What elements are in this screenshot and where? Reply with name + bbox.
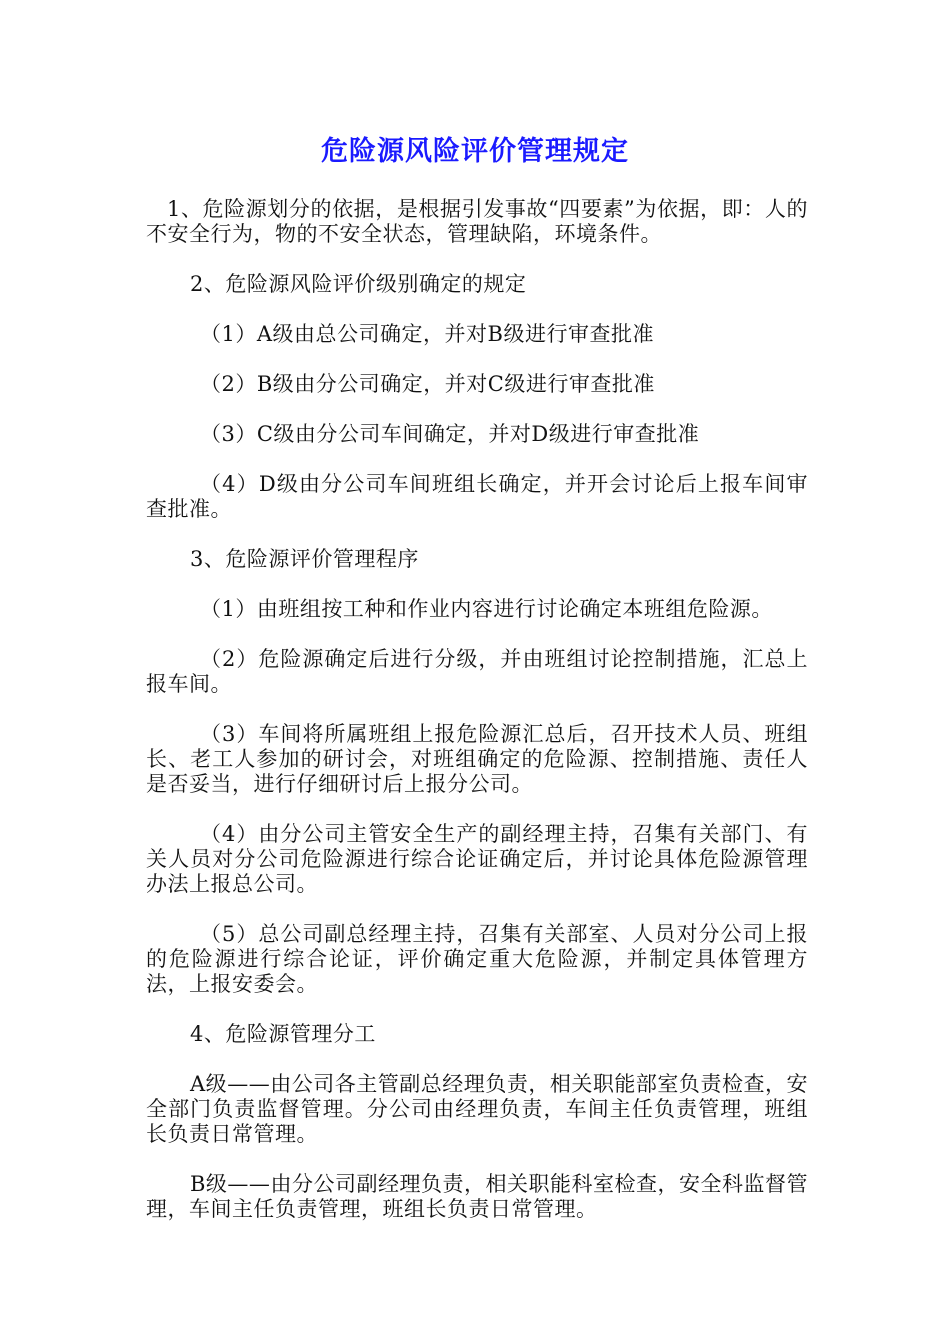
section-heading-procedure: 3、危险源评价管理程序 bbox=[190, 547, 419, 571]
list-item-procedure-2: （2）危险源确定后进行分级，并由班组讨论控制措施，汇总上报车间。 bbox=[146, 647, 808, 696]
list-item-procedure-5: （5）总公司副总经理主持，召集有关部室、人员对分公司上报的危险源进行综合论证，评价确定重大危险源，并制定具体管理方法，上报安委会。 bbox=[146, 922, 808, 996]
paragraph-level-a-duty: A级——由公司各主管副总经理负责，相关职能部室负责检查，安全部门负责监督管理。分公司由经理负责，车间主任负责管理，班组长负责日常管理。 bbox=[146, 1072, 808, 1146]
list-item-level-a: （1）A级由总公司确定，并对B级进行审查批准 bbox=[200, 322, 654, 346]
section-heading-levels: 2、危险源风险评价级别确定的规定 bbox=[190, 272, 527, 296]
paragraph-level-b-duty: B级——由分公司副经理负责，相关职能科室检查，安全科监督管理，车间主任负责管理，班组长负责日常管理。 bbox=[146, 1172, 808, 1221]
paragraph-basis: 1、危险源划分的依据，是根据引发事故“四要素”为依据，即：人的不安全行为，物的不安全状态，管理缺陷，环境条件。 bbox=[146, 197, 808, 246]
list-item-procedure-4: （4）由分公司主管安全生产的副经理主持，召集有关部门、有关人员对分公司危险源进行综合论证确定后，并讨论具体危险源管理办法上报总公司。 bbox=[146, 822, 808, 896]
list-item-procedure-1: （1）由班组按工种和作业内容进行讨论确定本班组危险源。 bbox=[200, 597, 773, 621]
document-title: 危险源风险评价管理规定 bbox=[321, 136, 629, 167]
list-item-level-c: （3）C级由分公司车间确定，并对D级进行审查批准 bbox=[200, 422, 700, 446]
list-item-level-b: （2）B级由分公司确定，并对C级进行审查批准 bbox=[200, 372, 655, 396]
list-item-procedure-3: （3）车间将所属班组上报危险源汇总后，召开技术人员、班组长、老工人参加的研讨会，对班组确定的危险源、控制措施、责任人是否妥当，进行仔细研讨后上报分公司。 bbox=[146, 722, 808, 796]
list-item-level-d: （4）D级由分公司车间班组长确定，并开会讨论后上报车间审查批准。 bbox=[146, 472, 808, 521]
section-heading-division: 4、危险源管理分工 bbox=[190, 1022, 376, 1046]
document-body bbox=[146, 197, 808, 1247]
